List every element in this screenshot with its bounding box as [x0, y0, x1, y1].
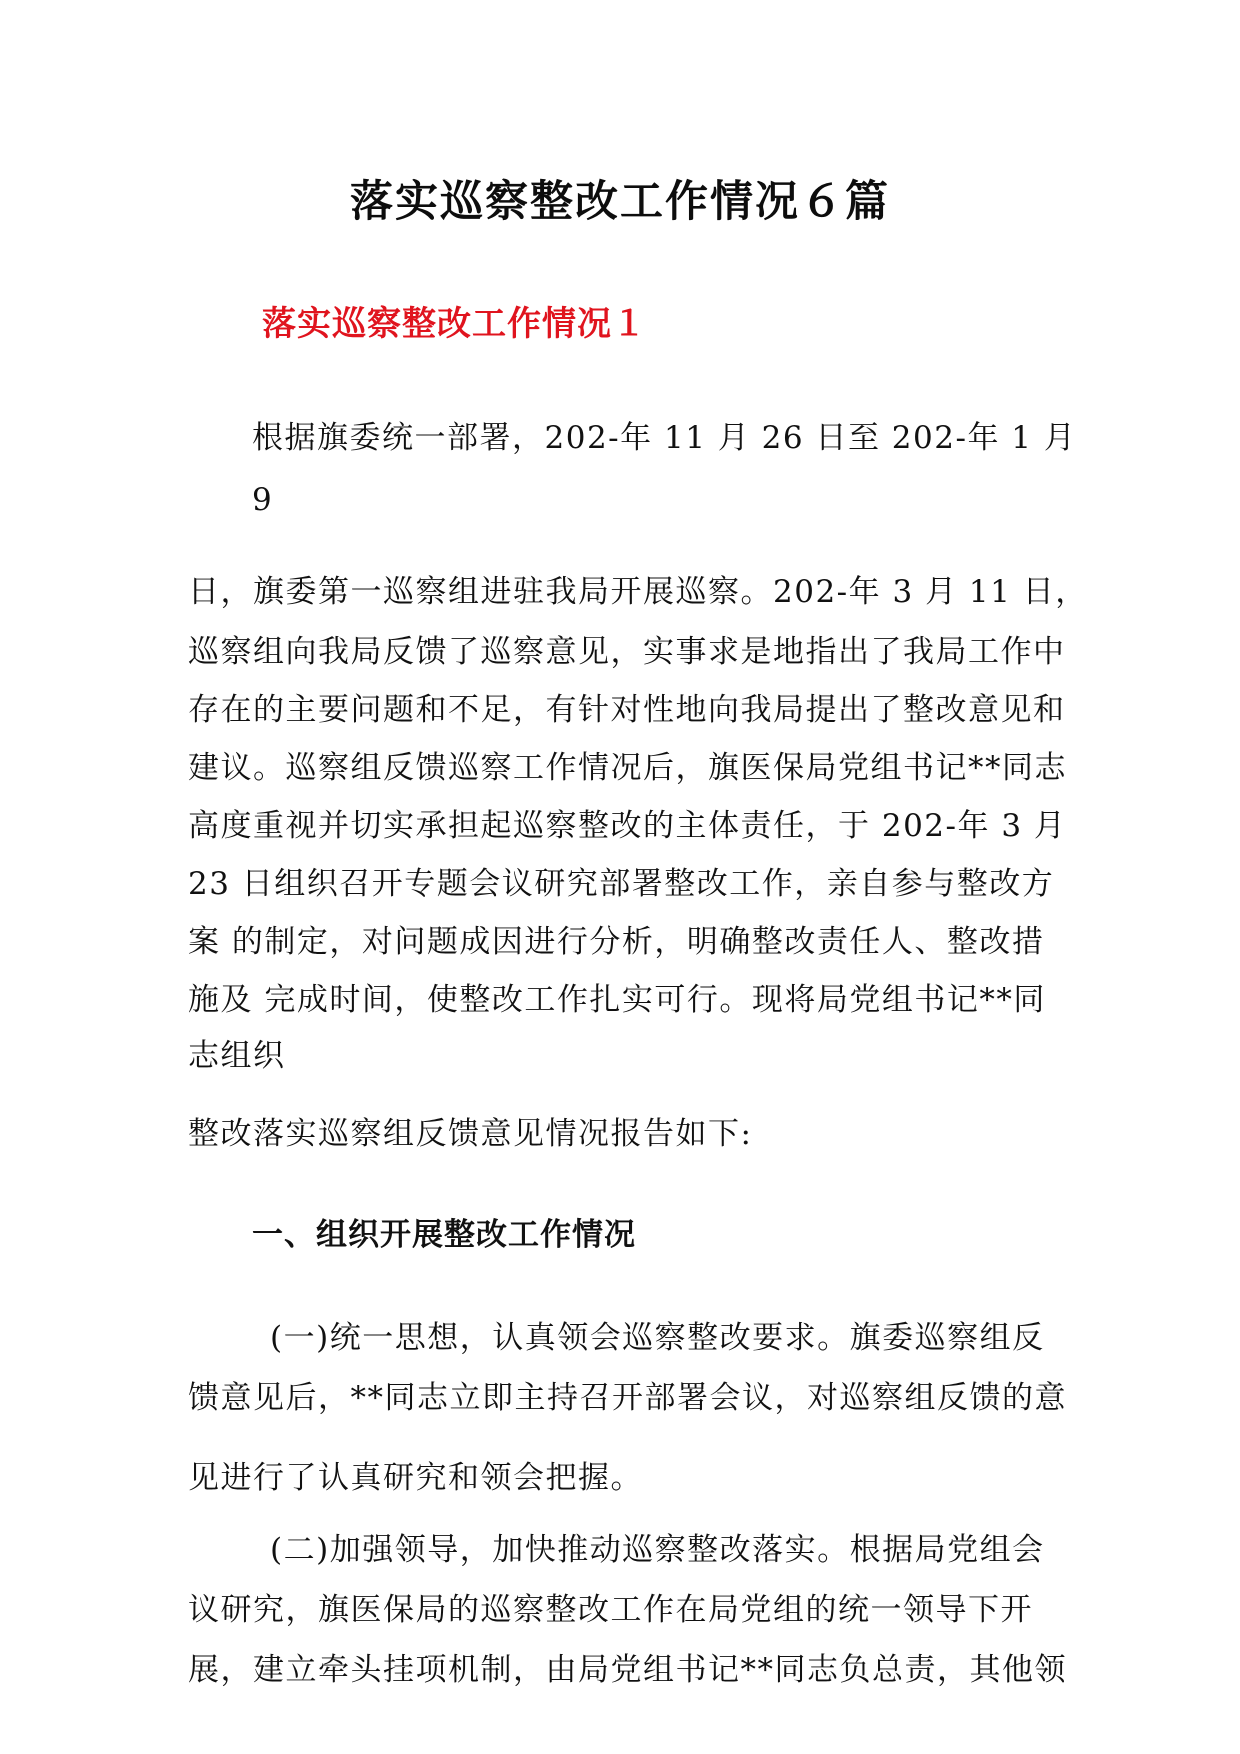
- paragraph-line: 根据旗委统一部署，202-年 11 月 26 日至 202-年 1 月: [252, 420, 1077, 456]
- paragraph-line: 巡察组向我局反馈了巡察意见，实事求是地指出了我局工作中: [188, 634, 1066, 670]
- document-title: 落实巡察整改工作情况６篇: [350, 177, 890, 227]
- paragraph-line: 整改落实巡察组反馈意见情况报告如下:: [188, 1116, 753, 1152]
- paragraph-line: 见进行了认真研究和领会把握。: [188, 1460, 643, 1496]
- paragraph-line: 案 的制定，对问题成因进行分析，明确整改责任人、整改措: [188, 924, 1045, 960]
- paragraph-line: 9: [252, 482, 274, 518]
- paragraph-line: 23 日组织召开专题会议研究部署整改工作，亲自参与整改方: [188, 866, 1055, 902]
- paragraph-line: (二)加强领导，加快推动巡察整改落实。根据局党组会: [270, 1532, 1045, 1568]
- paragraph-line: 议研究，旗医保局的巡察整改工作在局党组的统一领导下开: [188, 1592, 1033, 1628]
- paragraph-line: 建议。巡察组反馈巡察工作情况后，旗医保局党组书记**同志: [188, 750, 1067, 786]
- section-heading: 一、组织开展整改工作情况: [252, 1217, 636, 1253]
- paragraph-line: 志组织: [188, 1038, 286, 1074]
- paragraph-line: 日，旗委第一巡察组进驻我局开展巡察。202-年 3 月 11 日，: [188, 574, 1088, 610]
- paragraph-line: 存在的主要问题和不足，有针对性地向我局提出了整改意见和: [188, 692, 1066, 728]
- paragraph-line: 施及 完成时间，使整改工作扎实可行。现将局党组书记**同: [188, 982, 1046, 1018]
- paragraph-line: 馈意见后，**同志立即主持召开部署会议，对巡察组反馈的意: [188, 1380, 1067, 1416]
- paragraph-line: (一)统一思想，认真领会巡察整改要求。旗委巡察组反: [270, 1320, 1045, 1356]
- paragraph-line: 高度重视并切实承担起巡察整改的主体责任，于 202-年 3 月: [188, 808, 1067, 844]
- section-subtitle: 落实巡察整改工作情况１: [262, 304, 647, 344]
- paragraph-line: 展，建立牵头挂项机制，由局党组书记**同志负总责，其他领: [188, 1652, 1067, 1688]
